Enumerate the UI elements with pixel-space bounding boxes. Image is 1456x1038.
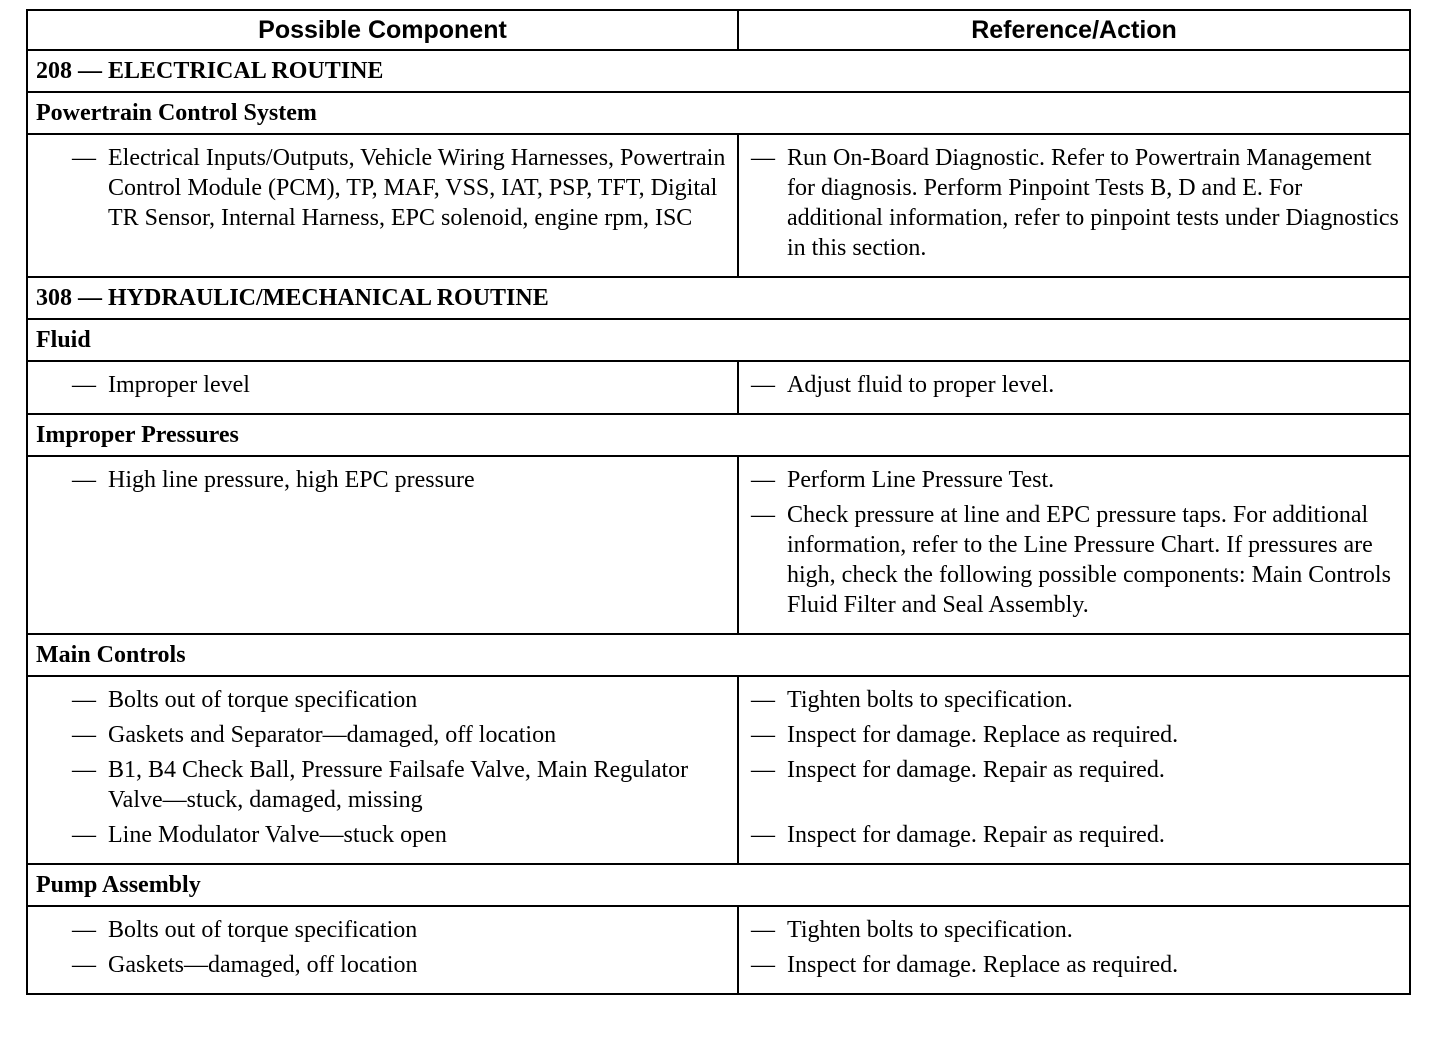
component-item: — Electrical Inputs/Outputs, Vehicle Wiring Harnesses, Powertrain Control Module (PCM), TP, MAF, VSS, IAT, PSP, TFT, Digital TR Sensor, Internal Harness, EPC solenoid, engine rpm, ISC (72, 145, 726, 231)
component-item: — Improper level (72, 372, 250, 398)
table-row (28, 133, 1409, 276)
component-item: — B1, B4 Check Ball, Pressure Failsafe Valve, Main Regulator Valve—stuck, damaged, missing (72, 757, 689, 813)
table-row (28, 905, 1409, 993)
action-item: — Adjust fluid to proper level. (751, 372, 1055, 398)
action-item: — Inspect for damage. Repair as required. (751, 822, 1165, 848)
section-title: Main Controls (36, 641, 186, 668)
action-item: — Perform Line Pressure Test. (751, 467, 1055, 493)
section-title: 208 — ELECTRICAL ROUTINE (36, 57, 384, 84)
section-title: Pump Assembly (36, 871, 201, 898)
action-item: — Inspect for damage. Replace as required. (751, 722, 1179, 748)
action-item: — Run On-Board Diagnostic. Refer to Powertrain Management for diagnosis. Perform Pinpoint Tests B, D and E. For additional information, refer to pinpoint tests under Diagnostics in this section. (751, 145, 1399, 261)
component-item: — Bolts out of torque specification (72, 687, 418, 713)
header-reference-action: Reference/Action (971, 15, 1177, 44)
header-possible-component: Possible Component (28, 11, 739, 49)
component-item: — Bolts out of torque specification (72, 917, 418, 943)
component-item: — High line pressure, high EPC pressure (72, 467, 475, 493)
section-title: Improper Pressures (36, 421, 239, 448)
section-title: 308 — HYDRAULIC/MECHANICAL ROUTINE (36, 284, 549, 311)
diagnosis-table (26, 9, 1411, 995)
action-item: — Check pressure at line and EPC pressure taps. For additional information, refer to the Line Pressure Chart. If pressures are high, check the following possible components: Main Controls Fluid Filter and Seal Assembly. (751, 502, 1391, 618)
action-item: — Tighten bolts to specification. (751, 687, 1073, 713)
table-row (28, 455, 1409, 633)
section-title: Fluid (36, 326, 91, 353)
table-row (28, 360, 1409, 413)
section-title: Powertrain Control System (36, 99, 317, 126)
table-row (28, 675, 1409, 863)
action-item: — Inspect for damage. Repair as required. (751, 757, 1165, 783)
component-item: — Line Modulator Valve—stuck open (72, 822, 447, 848)
component-item: — Gaskets and Separator—damaged, off location (72, 722, 557, 748)
component-item: — Gaskets—damaged, off location (72, 952, 418, 978)
table-header (28, 11, 1409, 49)
action-item: — Tighten bolts to specification. (751, 917, 1073, 943)
action-item: — Inspect for damage. Replace as required. (751, 952, 1179, 978)
